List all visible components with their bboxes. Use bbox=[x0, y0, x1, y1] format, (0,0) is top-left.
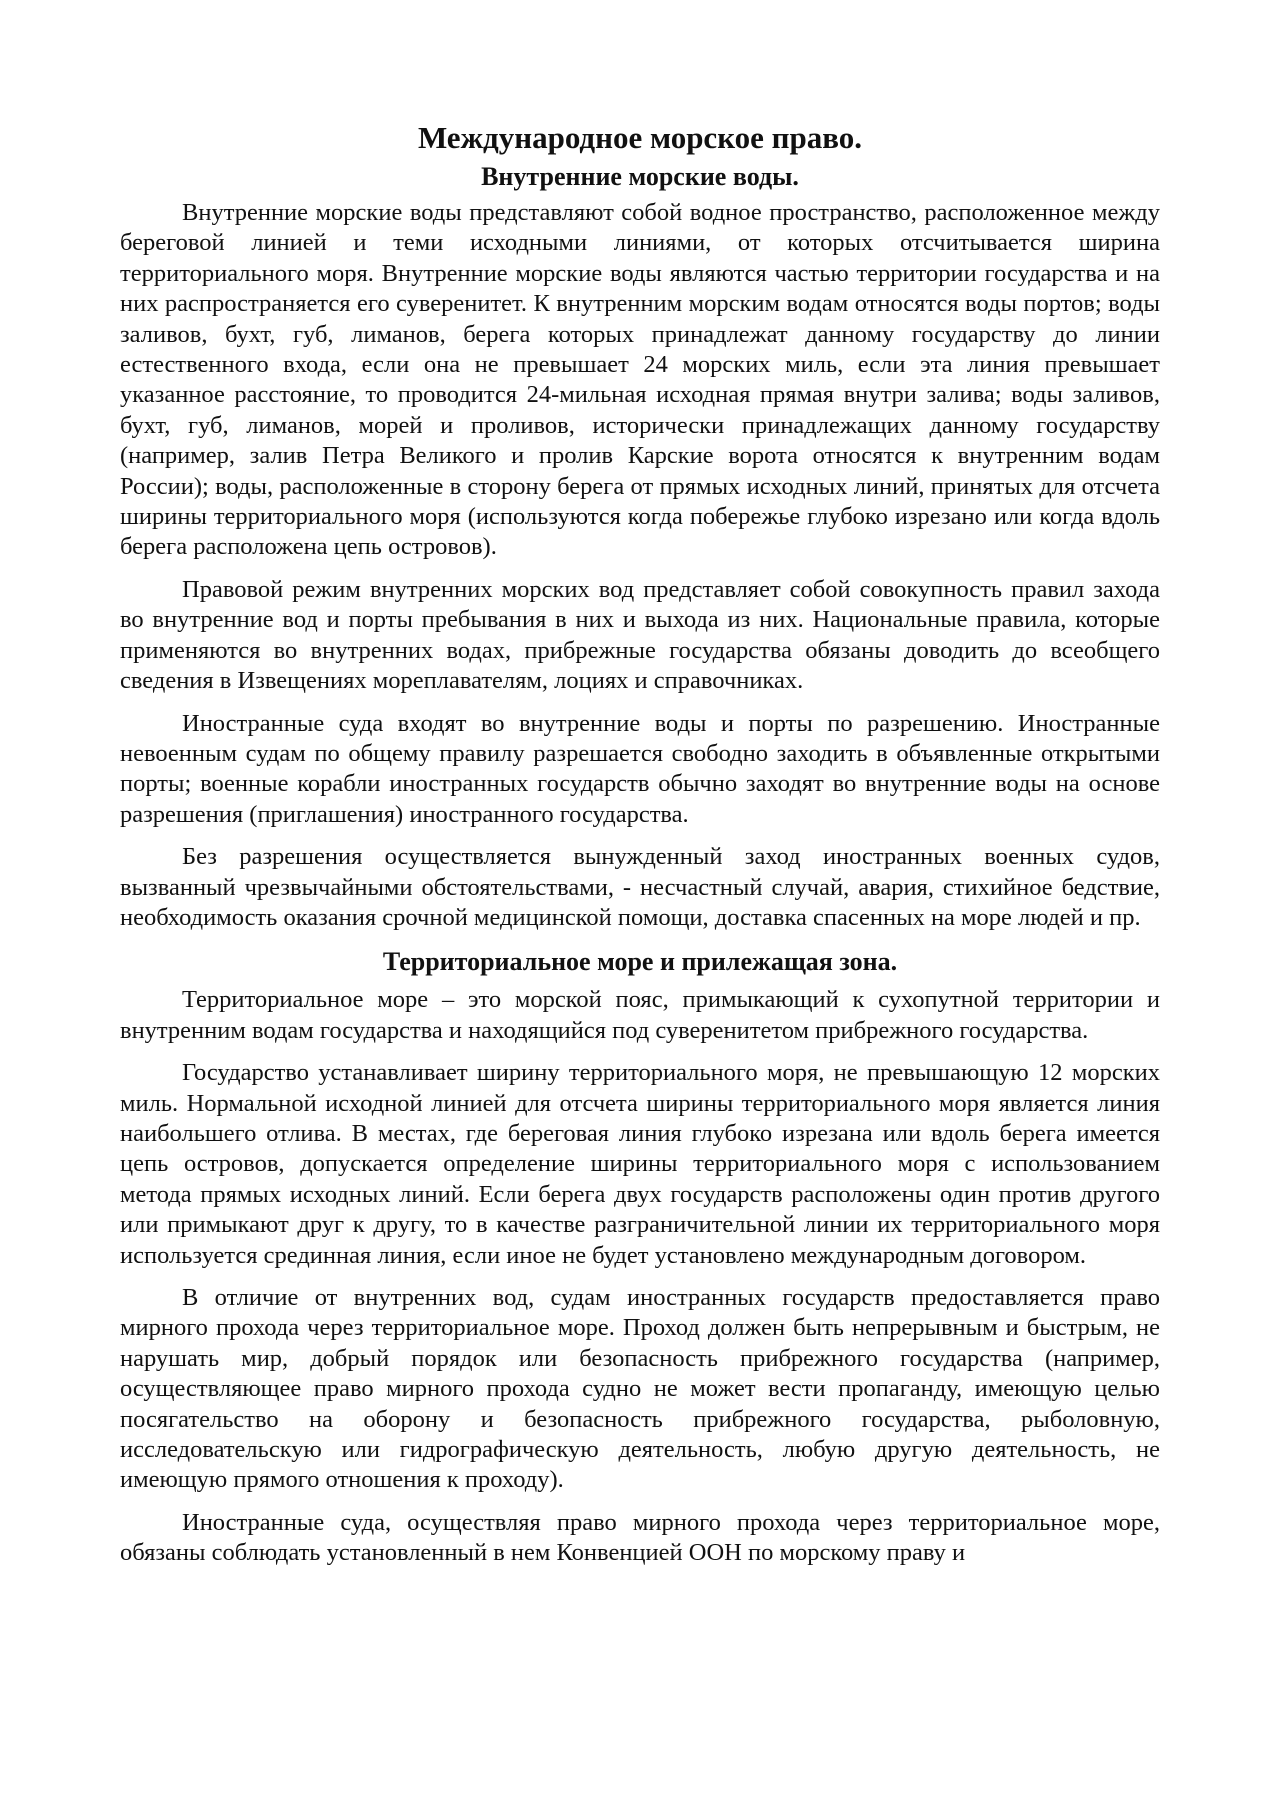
section-heading-internal-waters: Внутренние морские воды. bbox=[481, 162, 799, 191]
paragraph: Территориальное море – это морской пояс, примыкающий к сухопутной территории и внутренним водам государства и находящийся под суверенитетом прибрежного государства. bbox=[120, 986, 1160, 1044]
paragraph: Правовой режим внутренних морских вод представляет собой совокупность правил захода во внутренние вод и порты пребывания в них и выхода из них. Национальные правила, которые применяются во внутренних водах, прибрежные государства обязаны доводить до всеобщего сведения в Извещениях мореплавателям, лоциях и справочниках. bbox=[120, 575, 1160, 695]
paragraph: Иностранные суда, осуществляя право мирного прохода через территориальное море, обязаны соблюдать установленный в нем Конвенцией ООН по морскому праву и bbox=[120, 1508, 1160, 1567]
document-page bbox=[120, 118, 1160, 1581]
paragraph: Иностранные суда входят во внутренние воды и порты по разрешению. Иностранные невоенным судам по общему правилу разрешается свободно заходить в объявленные открытыми порты; военные корабли иностранных государств обычно заходят во внутренние воды на основе разрешения (приглашения) иностранного государства. bbox=[120, 709, 1160, 828]
section-heading-territorial-sea: Территориальное море и прилежащая зона. bbox=[382, 947, 898, 977]
document-title: Международное морское право. bbox=[417, 120, 863, 155]
paragraph: Внутренние морские воды представляют собой водное пространство, расположенное между береговой линией и теми исходными линиями, от которых отсчитывается ширина территориального моря. Внутренние морские воды являются частью территории государства и на них распространяется его суверенитет. К внутренним морским водам относятся воды портов; воды заливов, бухт, губ, лиманов, берега которых принадлежат данному государству до линии естественного входа, если она не превышает 24 морских миль, если эта линия превышает указанное расстояние, то проводится 24-мильная исходная прямая внутри залива; воды заливов, бухт, губ, лиманов, морей и проливов, исторически принадлежащих данному государству (например, залив Петра Великого и пролив Карские ворота относятся к внутренним водам России); воды, расположенные в сторону берега от прямых исходных линий, принятых для отсчета ширины территориального моря (используются когда побережье глубоко изрезано или когда вдоль берега расположена цепь островов). bbox=[120, 199, 1160, 561]
paragraph: Государство устанавливает ширину территориального моря, не превышающую 12 морских миль. Нормальной исходной линией для отсчета ширины территориального моря является линия наибольшего отлива. В местах, где береговая линия глубоко изрезана или вдоль берега имеется цепь островов, допускается определение ширины территориального моря с использованием метода прямых исходных линий. Если берега двух государств расположены один против другого или примыкают друг к другу, то в качестве разграничительной линии их территориального моря используется срединная линия, если иное не будет установлено международным договором. bbox=[120, 1059, 1160, 1269]
paragraph: Без разрешения осуществляется вынужденный заход иностранных военных судов, вызванный чрезвычайными обстоятельствами, - несчастный случай, авария, стихийное бедствие, необходимость оказания срочной медицинской помощи, доставка спасенных на море людей и пр. bbox=[120, 843, 1160, 931]
paragraph: В отличие от внутренних вод, судам иностранных государств предоставляется право мирного прохода через территориальное море. Проход должен быть непрерывным и быстрым, не нарушать мир, добрый порядок или безопасность прибрежного государства (например, осуществляющее право мирного прохода судно не может вести пропаганду, имеющую целью посягательство на оборону и безопасность прибрежного государства, рыболовную, исследовательскую или гидрографическую деятельность, любую другую деятельность, не имеющую прямого отношения к проходу). bbox=[120, 1284, 1160, 1494]
